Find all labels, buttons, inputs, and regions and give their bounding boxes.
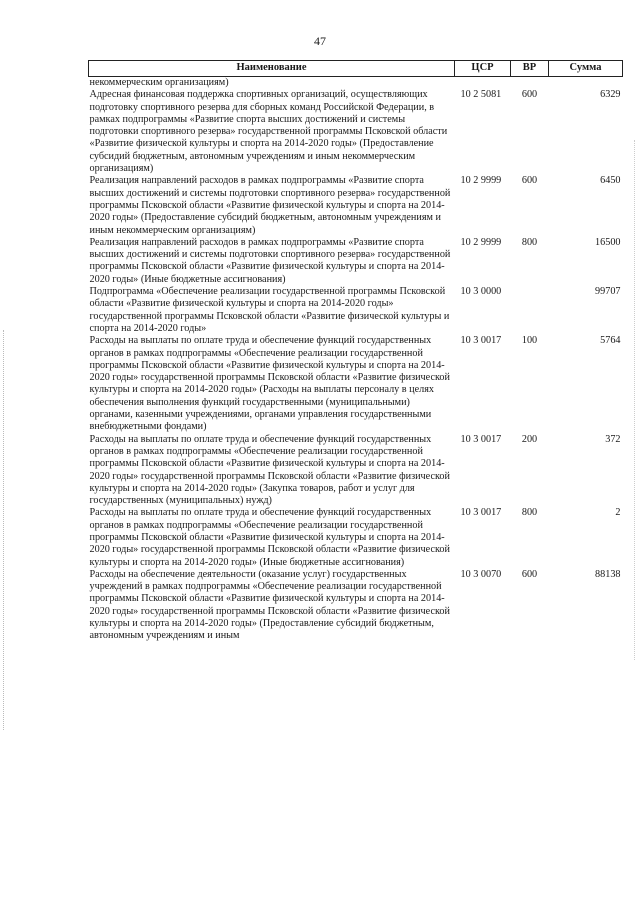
table-row xyxy=(89,507,623,568)
row-csr: 10 2 9999 xyxy=(460,236,502,248)
row-sum: 2 xyxy=(615,507,621,519)
row-sum: 372 xyxy=(605,433,621,445)
row-name: Подпрограмма «Обеспечение реализации государственной программы Псковской области «Развитие физической культуры и спорта на 2014-2020 годы» государственной программы Псковской области «Развитие физической культуры и спорта на 2014-2020 годы» xyxy=(89,286,450,334)
row-name: Реализация направлений расходов в рамках подпрограммы «Развитие спорта высших достижений и системы подготовки спортивного резерва» государственной программы Псковской области «Развитие физической культуры и спорта на 2014-2020 годы» (Иные бюджетные ассигнования) xyxy=(89,236,451,285)
scan-edge-left xyxy=(3,330,5,730)
row-csr: 10 3 0017 xyxy=(460,335,502,347)
table-row xyxy=(89,569,623,643)
row-csr xyxy=(455,77,511,90)
table-header-row xyxy=(89,61,623,77)
row-sum: 5764 xyxy=(600,335,621,347)
row-vr: 100 xyxy=(521,335,538,347)
table-row xyxy=(89,237,623,286)
row-vr xyxy=(511,286,549,335)
row-vr: 800 xyxy=(521,507,538,519)
row-sum: 16500 xyxy=(595,236,621,248)
row-csr: 10 3 0070 xyxy=(460,568,502,580)
header-vr: ВР xyxy=(511,61,549,77)
row-vr: 600 xyxy=(521,568,538,580)
row-vr: 800 xyxy=(521,236,538,248)
header-csr: ЦСР xyxy=(455,61,511,77)
row-vr: 600 xyxy=(521,175,538,187)
row-name: Реализация направлений расходов в рамках подпрограммы «Развитие спорта высших достижений и системы подготовки спортивного резерва» государственной программы Псковской области «Развитие физической культуры и спорта на 2014-2020 годы» (Предоставление субсидий бюджетным, автономным учреждениям и иным некоммерческим организациям) xyxy=(89,175,451,236)
budget-table xyxy=(88,60,623,643)
row-csr: 10 2 9999 xyxy=(460,175,502,187)
table-row xyxy=(89,77,623,90)
row-vr: 600 xyxy=(521,89,538,101)
row-csr: 10 3 0017 xyxy=(460,433,502,445)
row-name: Расходы на выплаты по оплате труда и обеспечение функций государственных органов в рамках подпрограммы «Обеспечение реализации государственной программы Псковской области «Развитие физической культуры и спорта на 2014-2020 годы» государственной программы Псковской области «Развитие физической культуры и спорта на 2014-2020 годы» (Иные бюджетные ассигнования) xyxy=(89,507,450,568)
table-row xyxy=(89,434,623,508)
header-name: Наименование xyxy=(89,61,455,77)
table-row xyxy=(89,175,623,236)
row-vr xyxy=(511,77,549,90)
header-sum: Сумма xyxy=(549,61,623,77)
row-name: некоммерческим организациям) xyxy=(89,77,229,88)
row-sum: 88138 xyxy=(595,568,621,580)
row-csr: 10 3 0017 xyxy=(460,507,502,519)
row-csr: 10 2 5081 xyxy=(460,89,502,101)
row-name: Расходы на выплаты по оплате труда и обеспечение функций государственных органов в рамках подпрограммы «Обеспечение реализации государственной программы Псковской области «Развитие физической культуры и спорта на 2014-2020 годы» государственной программы Псковской области «Развитие физической культуры и спорта на 2014-2020 годы» (Закупка товаров, работ и услуг для государственных (муниципальных) нужд) xyxy=(89,433,450,507)
table-row xyxy=(89,286,623,335)
row-name: Адресная финансовая поддержка спортивных организаций, осуществляющих подготовку спортивного резерва для сборных команд Российской Федерации, в рамках подпрограммы «Развитие спорта высших достижений и системы подготовки спортивного резерва» государственной программы Псковской области «Развитие физической культуры и спорта на 2014-2020 годы» (Предоставление субсидий бюджетным, автономным учреждениям и иным некоммерческим организациям) xyxy=(89,89,448,175)
row-sum: 99707 xyxy=(595,286,621,298)
page-number: 47 xyxy=(314,34,326,48)
table-row xyxy=(89,335,623,433)
row-csr: 10 3 0000 xyxy=(460,286,502,298)
scan-edge-right xyxy=(634,140,636,660)
row-sum xyxy=(549,77,623,90)
row-name: Расходы на выплаты по оплате труда и обеспечение функций государственных органов в рамках подпрограммы «Обеспечение реализации государственной программы Псковской области «Развитие физической культуры и спорта на 2014-2020 годы» государственной программы Псковской области «Развитие физической культуры и спорта на 2014-2020 годы» (Расходы на выплаты персоналу в целях обеспечения выполнения функций государственными (муниципальными) органами, казенными учреждениями, органами управления государственными внебюджетными фондами) xyxy=(89,335,450,433)
row-sum: 6329 xyxy=(600,89,621,101)
row-sum: 6450 xyxy=(600,175,621,187)
table-row xyxy=(89,89,623,175)
row-vr: 200 xyxy=(521,433,538,445)
row-name: Расходы на обеспечение деятельности (оказание услуг) государственных учреждений в рамках подпрограммы «Обеспечение реализации государственной программы Псковской области «Развитие физической культуры и спорта на 2014-2020 годы» государственной программы Псковской области «Развитие физической культуры и спорта на 2014-2020 годы» (Предоставление субсидий бюджетным, автономным учреждениям и иным xyxy=(89,568,450,642)
